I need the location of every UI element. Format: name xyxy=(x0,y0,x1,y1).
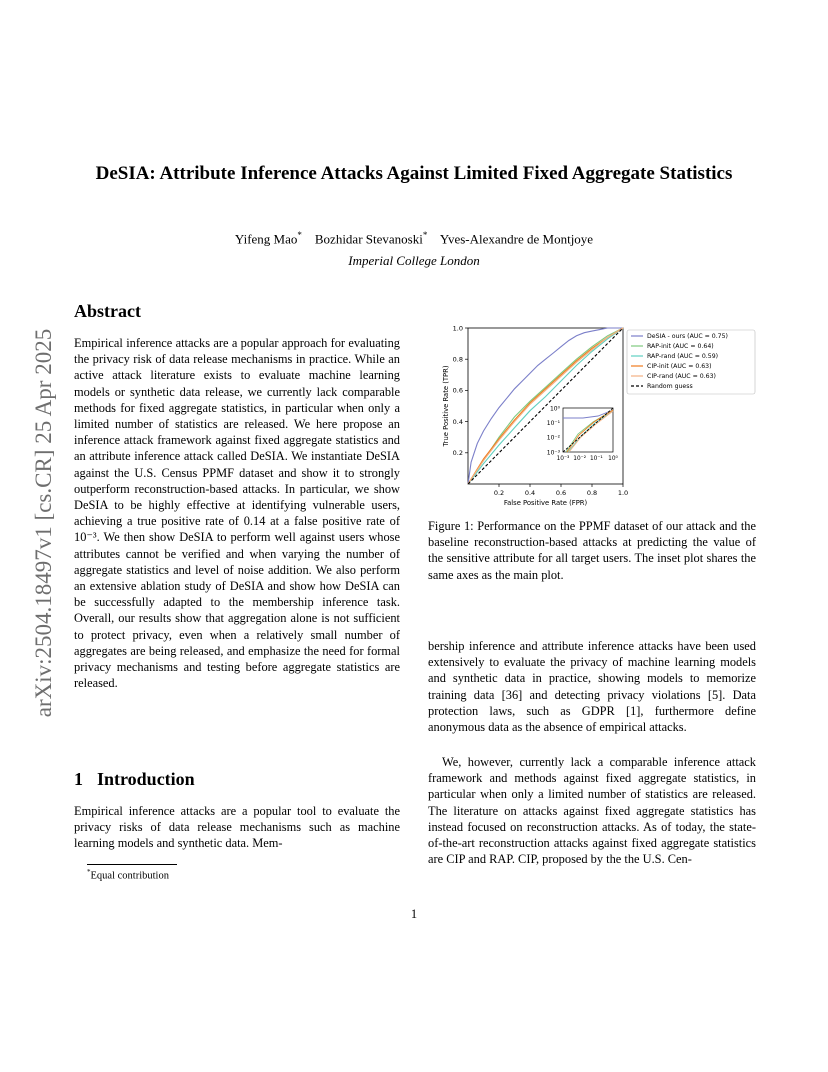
body-paragraph: We, however, currently lack a comparable inference attack framework and methods against fixed aggregate statistics, in particular when only a limited number of statistics are released. The literature on attacks against fixed aggregate statistics has instead focused on reconstruction attacks. As of today, the state-of-the-art reconstruction attacks against fixed aggregate statistics are CIP and RAP. CIP, proposed by the the U.S. Cen- xyxy=(428,755,756,867)
x-tick-label: 0.6 xyxy=(555,489,567,497)
x-tick-label: 0.4 xyxy=(524,489,536,497)
inset-y-tick-label: 10⁻¹ xyxy=(546,419,560,427)
legend-label: Random guess xyxy=(647,383,693,390)
arxiv-stamp xyxy=(24,288,64,758)
legend-label: CIP-rand (AUC = 0.63) xyxy=(647,373,716,380)
figure-caption: Figure 1: Performance on the PPMF dataset of our attack and the baseline reconstruction-based attacks at predicting the value of the sensitive attribute for all target users. The inset plot shares the same axes as the main plot. xyxy=(428,519,756,582)
footnote-mark: * xyxy=(87,868,91,876)
footnote-text: Equal contribution xyxy=(90,870,169,882)
author-name: Yves-Alexandre de Montjoye xyxy=(439,231,594,247)
abstract-body: Empirical inference attacks are a popular approach for evaluating the privacy risk of data release mechanisms in practice. While an active attack literature exists to evaluate machine learning models or synthetic data release, we currently lack comparable methods for fixed aggregate statistics, in particular when only a limited number of statistics are released. We here propose an inference attack framework against fixed aggregate statistics and an attribute inference attack called DeSIA. We instantiate DeSIA against the U.S. Census PPMF dataset and show it to strongly outperform reconstruction-based attacks. In particular, we show DeSIA to be highly effective at identifying vulnerable users, achieving a true positive rate of 0.14 at a false positive rate of 10⁻³. We then show DeSIA to perform well against users whose attributes cannot be verified and when varying the number of aggregate statistics and level of noise addition. We also perform an extensive ablation study of DeSIA and show how DeSIA can be successfully adapted to the membership inference task. Overall, our results show that aggregation alone is not sufficient to protect privacy, even when a relatively small number of aggregates are being released, and emphasize the need for formal privacy mechanisms and testing before aggregate statistics are released. xyxy=(74,336,400,691)
y-tick-label: 0.8 xyxy=(452,355,463,364)
legend-label: RAP-rand (AUC = 0.59) xyxy=(647,353,719,360)
paper-title: DeSIA: Attribute Inference Attacks Against Limited Fixed Aggregate Statistics xyxy=(95,163,733,184)
inset-x-tick-label: 10⁻² xyxy=(573,456,587,462)
y-tick-label: 1.0 xyxy=(452,324,463,333)
inset-x-tick-label: 10⁰ xyxy=(608,456,618,462)
affiliation: Imperial College London xyxy=(348,253,480,268)
abstract-heading: Abstract xyxy=(74,301,141,321)
legend-label: CIP-init (AUC = 0.63) xyxy=(647,363,712,370)
section-number: 1 xyxy=(74,769,83,789)
inset-y-tick-label: 10⁻³ xyxy=(546,449,560,457)
inset-x-tick-label: 10⁻³ xyxy=(556,456,570,462)
inset-y-tick-label: 10⁻² xyxy=(546,434,560,442)
y-axis-label: True Positive Rate (TPR) xyxy=(442,365,450,447)
y-tick-label: 0.2 xyxy=(452,449,463,458)
author-mark: * xyxy=(422,230,428,240)
body-paragraph: bership inference and attribute inference attacks have been used extensively to evaluate the privacy of machine learning models and synthetic data in practice, showing models to memorize training data [36] and detecting privacy violations [5]. Data protection laws, such as GDPR [1], furthermore define anonymous data as the absence of empirical attacks. xyxy=(428,639,756,735)
x-tick-label: 1.0 xyxy=(617,489,629,497)
y-tick-label: 0.6 xyxy=(452,386,463,395)
intro-paragraph: Empirical inference attacks are a popular tool to evaluate the privacy risks of data release mechanisms such as machine learning models and synthetic data. Mem- xyxy=(74,804,400,851)
roc-chart-svg xyxy=(428,318,768,514)
author-name: Bozhidar Stevanoski xyxy=(314,231,423,247)
inset-x-tick-label: 10⁻¹ xyxy=(589,456,603,462)
x-tick-label: 0.2 xyxy=(493,489,505,497)
author-mark: * xyxy=(297,230,302,240)
author-list xyxy=(70,230,758,247)
y-tick-label: 0.4 xyxy=(452,417,463,426)
x-tick-label: 0.8 xyxy=(586,489,598,497)
arxiv-stamp-text: arXiv:2504.18497v1 [cs.CR] 25 Apr 2025 xyxy=(31,328,56,718)
roc-figure xyxy=(428,318,768,514)
x-axis-label: False Positive Rate (FPR) xyxy=(503,499,588,507)
legend-label: RAP-init (AUC = 0.64) xyxy=(647,343,714,350)
section-title: Introduction xyxy=(97,769,195,789)
footnote-rule xyxy=(87,864,177,865)
inset-y-tick-label: 10⁰ xyxy=(549,405,560,413)
section-heading-introduction xyxy=(74,769,195,790)
footnote xyxy=(87,868,169,882)
page-number: 1 xyxy=(410,907,418,921)
legend-label: DeSIA - ours (AUC = 0.75) xyxy=(647,333,728,340)
author-name: Yifeng Mao xyxy=(234,231,298,247)
